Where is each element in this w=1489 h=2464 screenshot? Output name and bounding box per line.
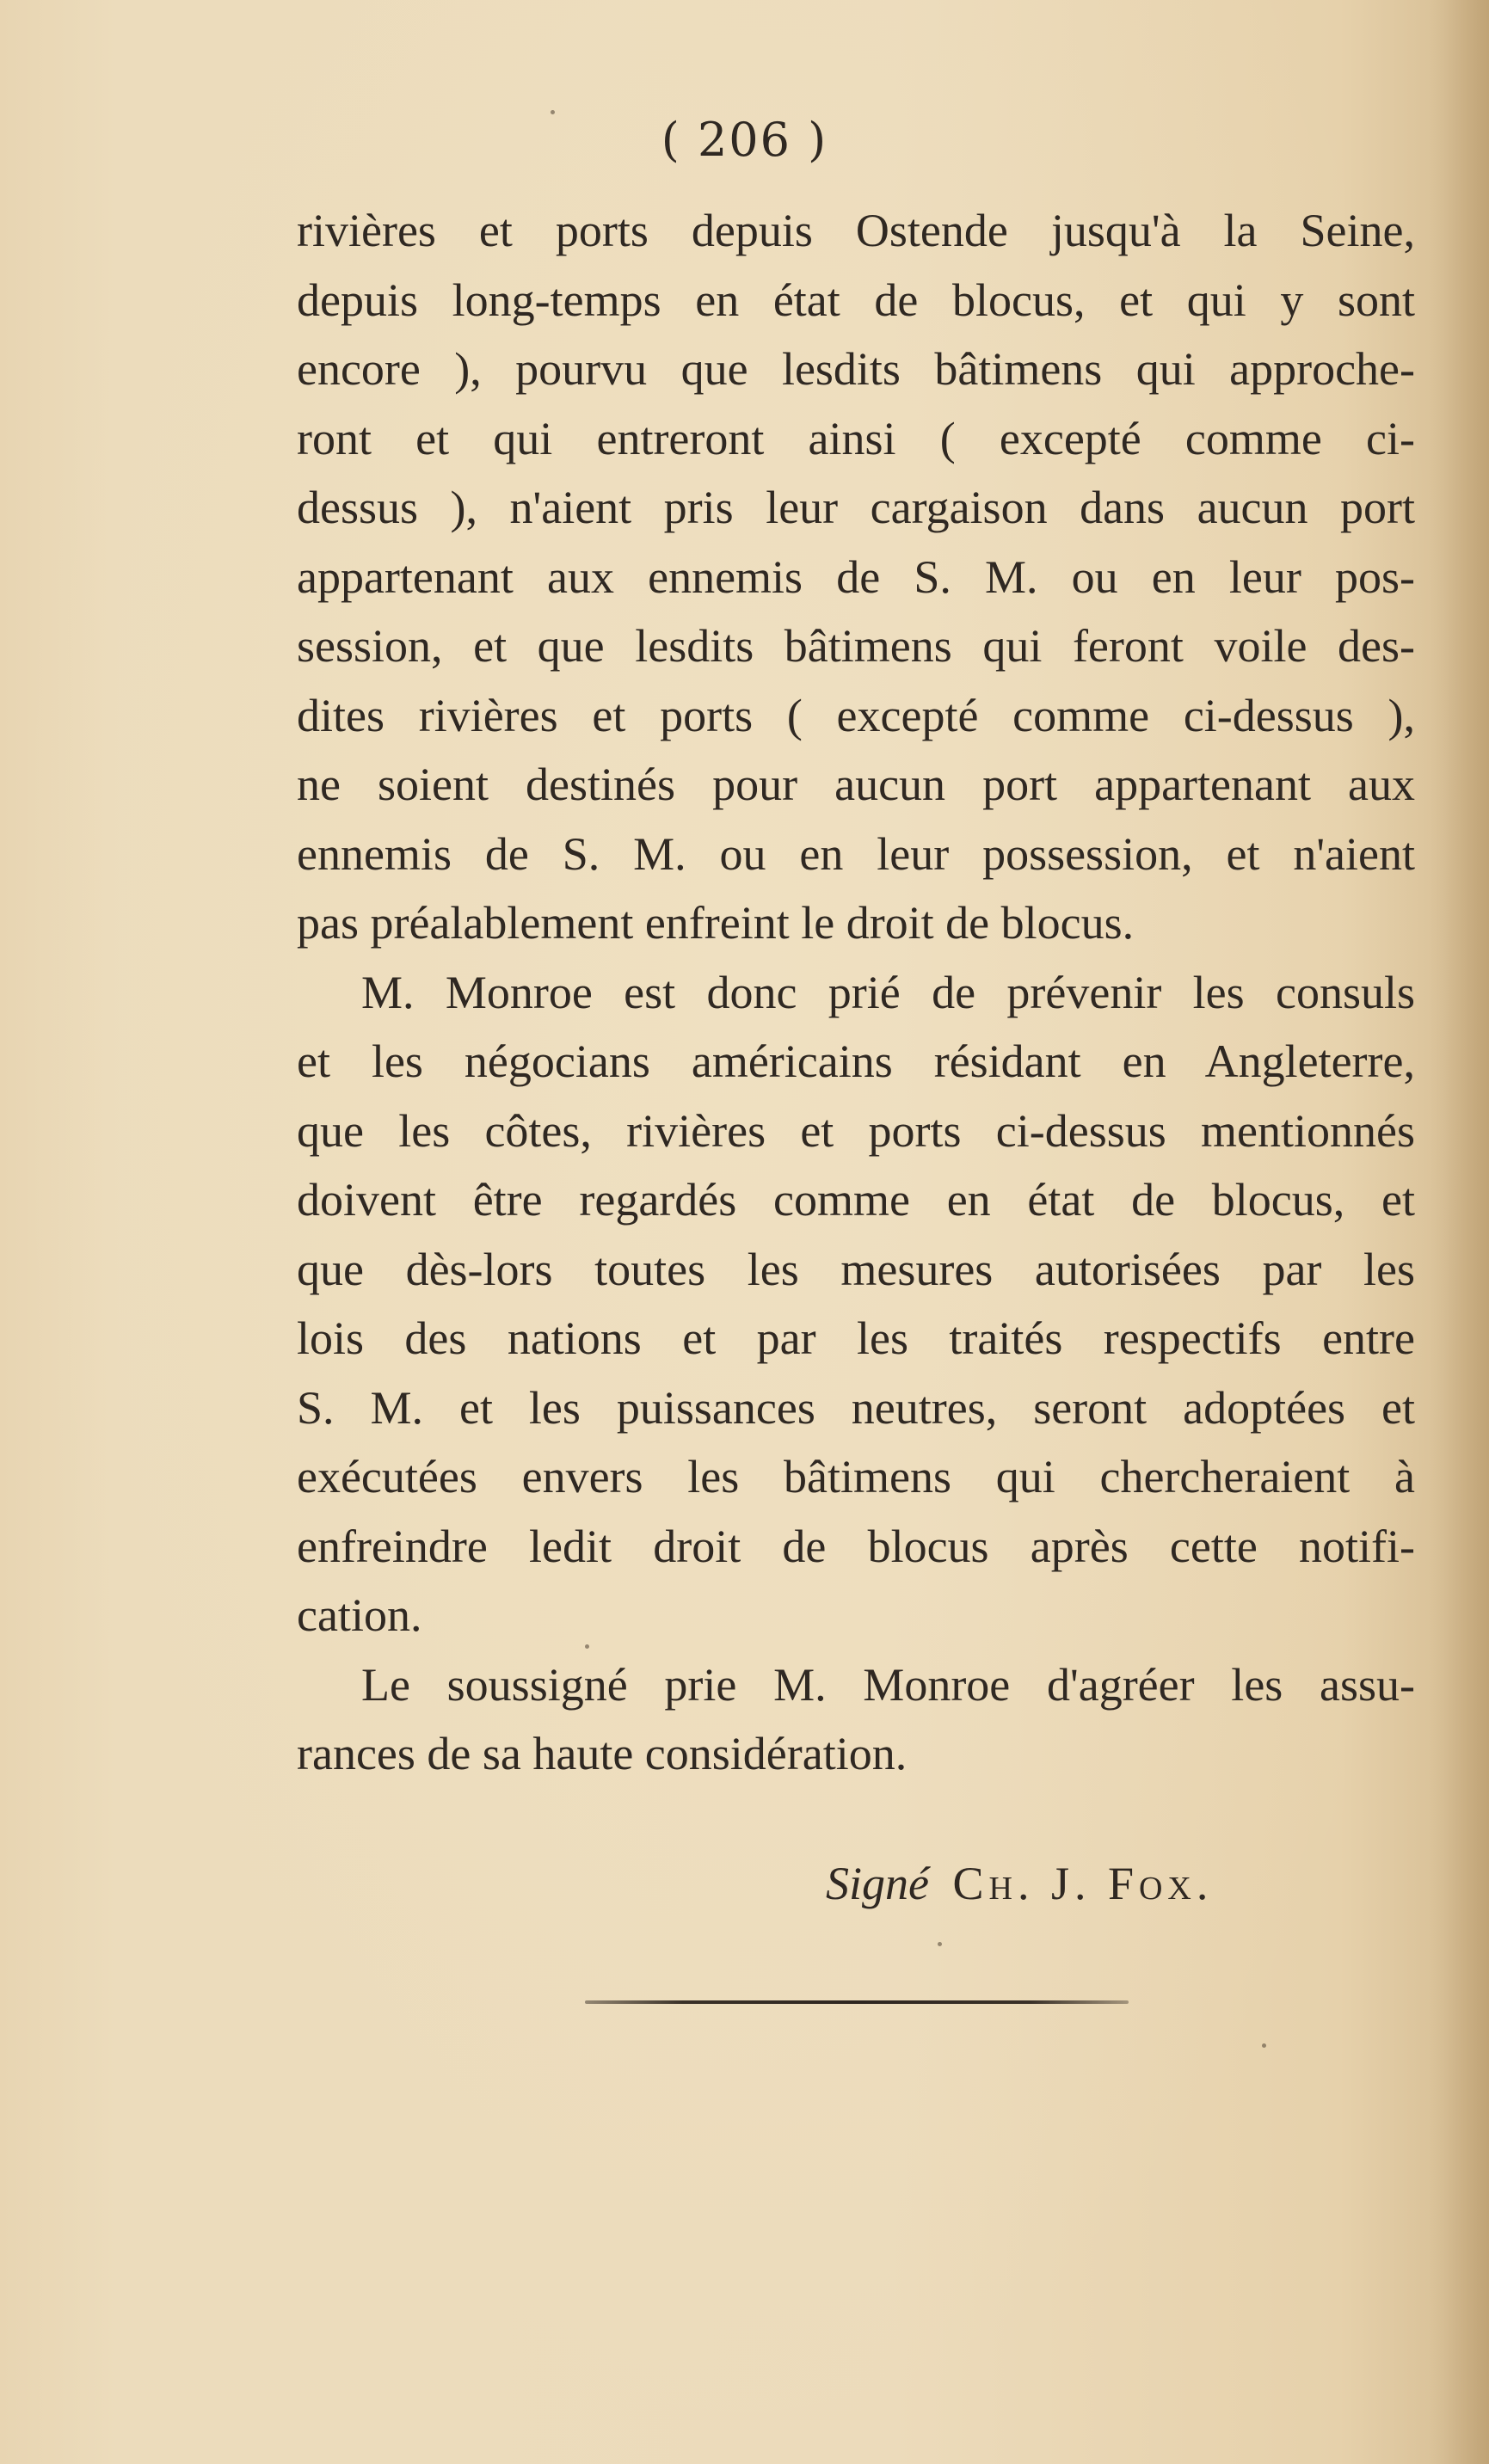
text-line: ront et qui entreront ainsi ( excepté comme ci- [297, 412, 1415, 464]
text-line: lois des nations et par les traités respectifs entre [297, 1312, 1415, 1364]
paragraph-start-line: M. Monroe est donc prié de prévenir les consuls [361, 966, 1415, 1018]
text-line: et les négocians américains résidant en Angleterre, [297, 1035, 1415, 1087]
text-line: S. M. et les puissances neutres, seront adoptées et [297, 1381, 1415, 1434]
text-line: rivières et ports depuis Ostende jusqu'à la Seine, [297, 205, 1415, 256]
text-line: session, et que lesdits bâtimens qui feront voile des- [297, 620, 1415, 672]
text-line: ennemis de S. M. ou en leur possession, et n'aient [297, 827, 1415, 880]
text-line: encore ), pourvu que lesdits bâtimens qui approche- [297, 343, 1415, 395]
text-line: que dès-lors toutes les mesures autorisées par les [297, 1243, 1415, 1295]
text-line: doivent être regardés comme en état de blocus, et [297, 1174, 1415, 1226]
paper-speck [938, 1942, 942, 1946]
signature-prefix: Signé [826, 1858, 929, 1909]
text-line: dites rivières et ports ( excepté comme ci-dessus ), [297, 689, 1415, 741]
text-line: pas préalablement enfreint le droit de blocus. [297, 897, 1135, 949]
text-line: que les côtes, rivières et ports ci-dessus mentionnés [297, 1104, 1415, 1157]
body-text [297, 196, 1415, 1789]
text-line: dessus ), n'aient pris leur cargaison dans aucun port [297, 482, 1415, 533]
signatory-name: Ch. J. Fox. [952, 1858, 1214, 1909]
signature-line [826, 1849, 1342, 1918]
text-line: cation. [297, 1589, 422, 1641]
paper-speck [1262, 2043, 1266, 2048]
paragraph-start-line: Le soussigné prie M. Monroe d'agréer les assu- [361, 1658, 1415, 1711]
text-line: depuis long-temps en état de blocus, et qui y sont [297, 273, 1415, 326]
page-number: ( 206 ) [661, 113, 828, 167]
paper-speck [551, 110, 555, 114]
text-line: appartenant aux ennemis de S. M. ou en leur pos- [297, 550, 1415, 603]
text-line: rances de sa haute considération. [297, 1728, 908, 1779]
paper-speck [585, 1644, 589, 1649]
text-line: exécutées envers les bâtimens qui chercheraient à [297, 1451, 1415, 1502]
page-edge-shadow [1429, 0, 1489, 2464]
text-line: ne soient destinés pour aucun port appartenant aux [297, 759, 1415, 810]
text-line: enfreindre ledit droit de blocus après cette notifi- [297, 1520, 1415, 1572]
closing-rule [585, 2000, 1129, 2004]
